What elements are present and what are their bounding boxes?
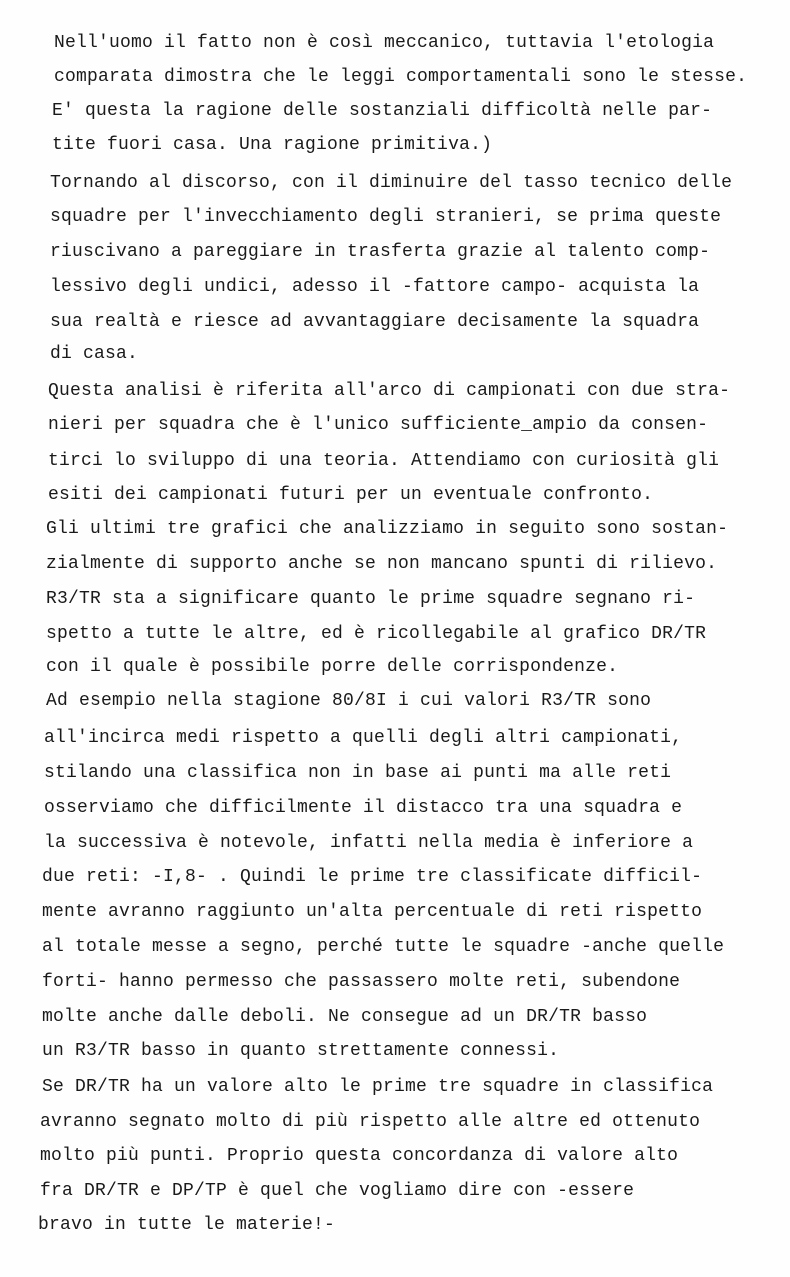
text-line: riuscivano a pareggiare in trasferta grazie al talento comp- [50, 242, 711, 262]
text-line: la successiva è notevole, infatti nella media è inferiore a [44, 833, 694, 853]
text-line: bravo in tutte le materie!- [38, 1215, 336, 1235]
text-line: molto più punti. Proprio questa concordanza di valore alto [40, 1146, 679, 1166]
text-line: un R3/TR basso in quanto strettamente connessi. [42, 1041, 560, 1061]
text-line: nieri per squadra che è l'unico sufficiente_ampio da consen- [48, 415, 709, 435]
text-line: stilando una classifica non in base ai punti ma alle reti [44, 763, 672, 783]
text-line: Gli ultimi tre grafici che analizziamo in seguito sono sostan- [46, 519, 729, 539]
text-line: esiti dei campionati futuri per un eventuale confronto. [48, 485, 654, 505]
text-line: R3/TR sta a significare quanto le prime squadre segnano ri- [46, 589, 696, 609]
text-line: fra DR/TR e DP/TP è quel che vogliamo dire con -essere [40, 1181, 635, 1201]
text-line: Tornando al discorso, con il diminuire del tasso tecnico delle [50, 173, 733, 193]
text-line: zialmente di supporto anche se non mancano spunti di rilievo. [46, 554, 718, 574]
text-line: Se DR/TR ha un valore alto le prime tre squadre in classifica [42, 1077, 714, 1097]
text-line: con il quale è possibile porre delle corrispondenze. [46, 657, 619, 677]
text-line: lessivo degli undici, adesso il -fattore campo- acquista la [50, 277, 700, 297]
text-line: tite fuori casa. Una ragione primitiva.) [52, 135, 493, 155]
text-line: spetto a tutte le altre, ed è ricollegabile al grafico DR/TR [46, 624, 707, 644]
text-line: comparata dimostra che le leggi comportamentali sono le stesse. [54, 67, 748, 87]
text-line: squadre per l'invecchiamento degli stranieri, se prima queste [50, 207, 722, 227]
text-line: Ad esempio nella stagione 80/8I i cui valori R3/TR sono [46, 691, 652, 711]
text-line: osserviamo che difficilmente il distacco tra una squadra e [44, 798, 683, 818]
text-line: Nell'uomo il fatto non è così meccanico, tuttavia l'etologia [54, 33, 715, 53]
text-line: sua realtà e riesce ad avvantaggiare decisamente la squadra [50, 312, 700, 332]
text-line: tirci lo sviluppo di una teoria. Attendiamo con curiosità gli [48, 451, 720, 471]
text-line: forti- hanno permesso che passassero molte reti, subendone [42, 972, 681, 992]
text-line: mente avranno raggiunto un'alta percentuale di reti rispetto [42, 902, 703, 922]
text-line: Questa analisi è riferita all'arco di campionati con due stra- [48, 381, 731, 401]
text-line: di casa. [50, 344, 139, 364]
text-line: E' questa la ragione delle sostanziali difficoltà nelle par- [52, 101, 713, 121]
text-line: all'incirca medi rispetto a quelli degli altri campionati, [44, 728, 683, 748]
text-line: due reti: -I,8- . Quindi le prime tre classificate difficil- [42, 867, 703, 887]
text-line: avranno segnato molto di più rispetto alle altre ed ottenuto [40, 1112, 701, 1132]
text-line: al totale messe a segno, perché tutte le squadre -anche quelle [42, 937, 725, 957]
text-line: molte anche dalle deboli. Ne consegue ad un DR/TR basso [42, 1007, 648, 1027]
